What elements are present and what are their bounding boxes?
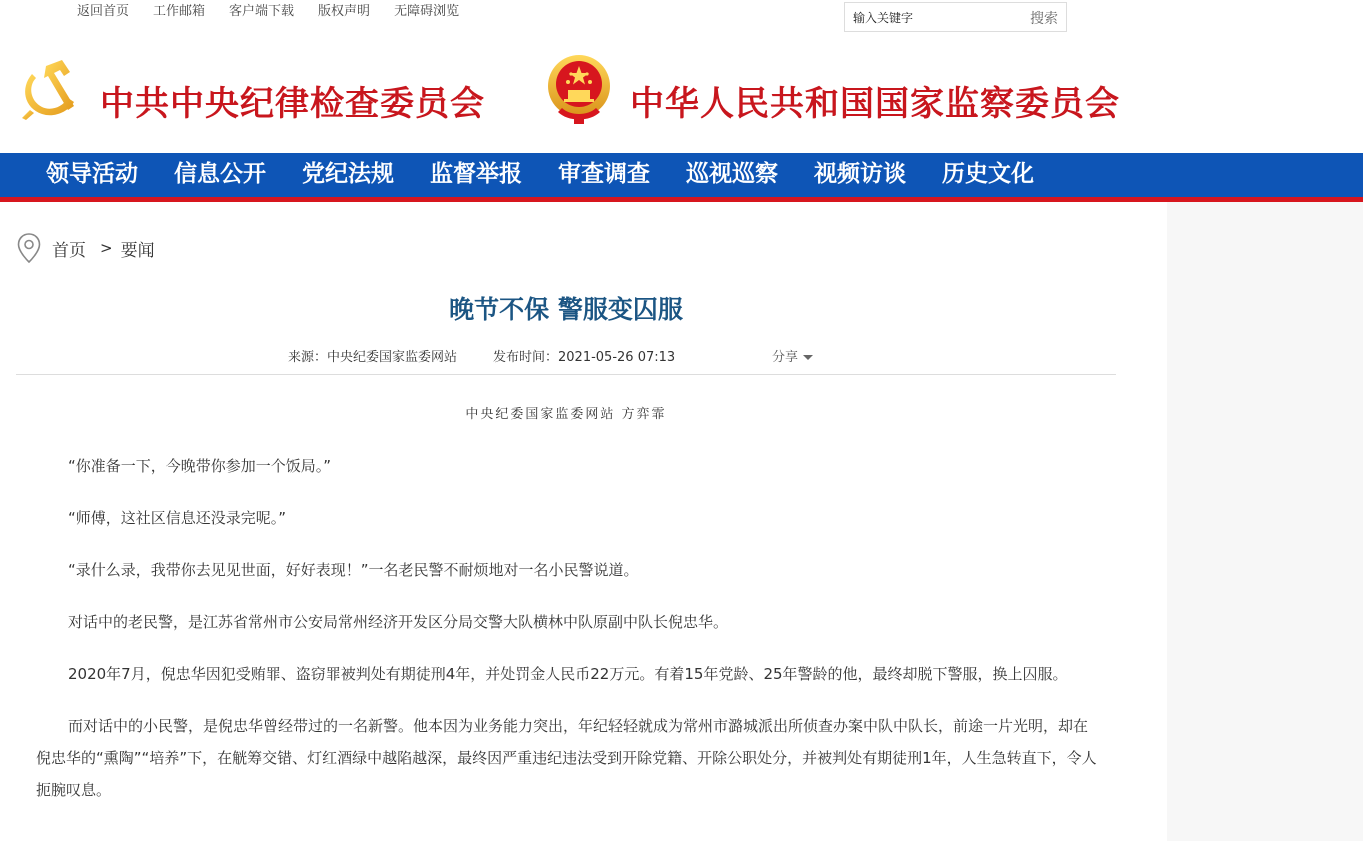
link-home[interactable]: 返回首页 xyxy=(77,4,130,19)
article-paragraph: 2020年7月，倪忠华因犯受贿罪、盗窃罪被判处有期徒刑4年，并处罚金人民币22万元。有着15年党龄、25年警龄的他，最终却脱下警服，换上囚服。 xyxy=(68,665,1068,683)
article-paragraph: “师傅，这社区信息还没录完呢。” xyxy=(68,509,287,527)
article-meta xyxy=(288,346,675,365)
share-label: 分享 xyxy=(772,350,799,365)
national-emblem-icon[interactable] xyxy=(544,52,614,126)
article-paragraph: “录什么录，我带你去见见世面，好好表现！”一名老民警不耐烦地对一名小民警说道。 xyxy=(68,561,639,579)
nav-item-investigation[interactable]: 审查调查 xyxy=(558,160,650,187)
nav-item-regulations[interactable]: 党纪法规 xyxy=(302,160,394,187)
breadcrumb-separator: > xyxy=(100,239,113,257)
nav-item-inspection[interactable]: 巡视巡察 xyxy=(686,160,778,187)
title-national-supervisory-commission: 中华人民共和国国家监察委员会 xyxy=(630,84,1120,124)
article-paragraph: 对话中的老民警，是江苏省常州市公安局常州经济开发区分局交警大队横林中队原副中队长倪忠华。 xyxy=(68,613,729,631)
article-byline: 中央纪委国家监委网站 方弈霏 xyxy=(465,407,667,422)
link-work-mail[interactable]: 工作邮箱 xyxy=(153,4,206,19)
search-input[interactable] xyxy=(853,9,1013,27)
search-box xyxy=(844,2,1067,32)
title-cpc-ccdi: 中共中央纪律检查委员会 xyxy=(100,84,485,124)
location-pin-icon xyxy=(16,232,42,264)
article-title: 晚节不保 警服变囚服 xyxy=(449,295,683,324)
share-dropdown[interactable] xyxy=(772,346,813,365)
main-nav xyxy=(0,153,1363,202)
nav-item-supervision-report[interactable]: 监督举报 xyxy=(430,160,522,187)
chevron-down-icon xyxy=(803,355,813,360)
top-utility-bar xyxy=(0,0,1363,34)
link-client-download[interactable]: 客户端下载 xyxy=(229,4,295,19)
party-emblem-icon[interactable] xyxy=(18,56,84,122)
article-source: 来源：中央纪委国家监委网站 xyxy=(288,350,458,365)
top-links xyxy=(77,4,483,20)
article-paragraph: 而对话中的小民警，是倪忠华曾经带过的一名新警。他本因为业务能力突出，年纪轻轻就成为常州市潞城派出所侦查办案中队中队长，前途一片光明，却在倪忠华的“熏陶”“培养”下，在觥筹交错、灯红酒绿中越陷越深，最终因严重违纪违法受到开除党籍、开除公职处分，并被判处有期徒刑1年，人生急转直下，令人扼腕叹息。 xyxy=(36,717,1097,799)
breadcrumb-home[interactable]: 首页 xyxy=(52,240,86,261)
breadcrumb xyxy=(16,232,155,264)
nav-item-information[interactable]: 信息公开 xyxy=(174,160,266,187)
article-paragraph: “你准备一下，今晚带你参加一个饭局。” xyxy=(68,457,332,475)
article-time: 发布时间：2021-05-26 07:13 xyxy=(493,350,676,365)
link-copyright[interactable]: 版权声明 xyxy=(318,4,371,19)
article-divider xyxy=(16,374,1116,375)
nav-item-history-culture[interactable]: 历史文化 xyxy=(942,160,1034,187)
article-body xyxy=(36,450,1102,826)
link-accessibility[interactable]: 无障碍浏览 xyxy=(394,4,460,19)
breadcrumb-current[interactable]: 要闻 xyxy=(120,240,155,261)
side-panel xyxy=(1167,202,1363,841)
search-button[interactable]: 搜索 xyxy=(1030,11,1058,27)
nav-item-leadership[interactable]: 领导活动 xyxy=(46,160,138,187)
site-header xyxy=(0,34,1363,153)
nav-item-video-interview[interactable]: 视频访谈 xyxy=(814,160,906,187)
